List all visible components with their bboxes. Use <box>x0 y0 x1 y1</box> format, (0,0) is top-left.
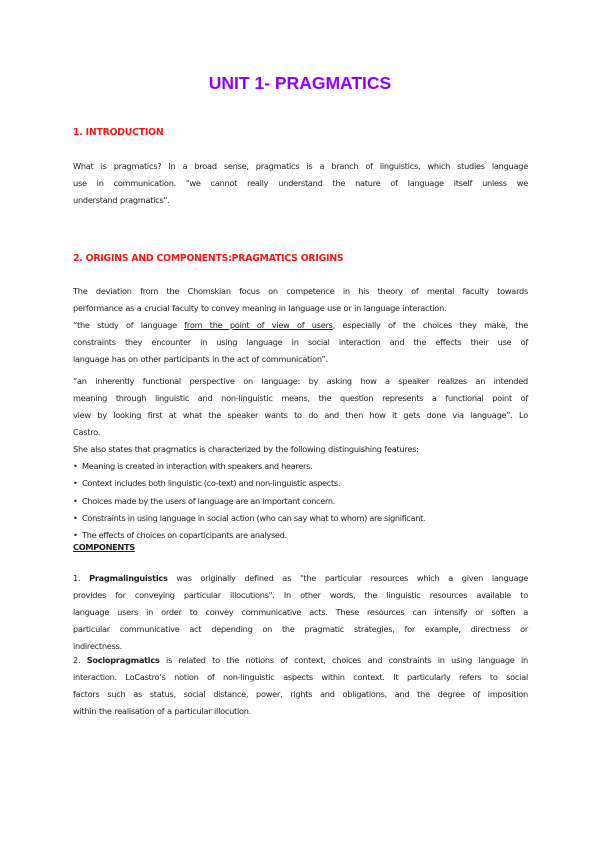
quote-start: “the study of language <box>73 320 185 330</box>
component-sociopragmatics <box>73 652 528 720</box>
text-line: meaning through linguistic and non-linguistic means, the question represents a functional point of <box>73 393 528 403</box>
origins-paragraph-3 <box>73 373 528 441</box>
text-line: The deviation from the Chomskian focus on competence in his theory of mental faculty towards <box>73 286 528 296</box>
heading-origins: 2. ORIGINS AND COMPONENTS:PRAGMATICS ORIGINS <box>73 253 344 264</box>
text-line: performance as a crucial faculty to convey meaning in language use or in language interaction. <box>73 303 447 313</box>
features-intro <box>73 441 528 458</box>
underlined-phrase: from the point of view of users <box>184 320 333 330</box>
text-line: constraints they encounter in using language in social interaction and the effects their use of <box>73 337 528 347</box>
text-line: “an inherently functional perspective on language: by asking how a speaker realizes an intended <box>73 376 528 386</box>
item-number: 1. <box>73 573 90 583</box>
introduction-paragraph <box>73 158 528 209</box>
text-line <box>73 652 528 669</box>
list-item <box>73 527 533 544</box>
text-line <box>73 317 528 334</box>
bullet-icon: • <box>73 478 78 489</box>
text-line: interaction. LoCastro’s notion of non-linguistic aspects within context. It particularly refers to social <box>73 672 528 682</box>
text-line: language has on other participants in the act of communication”. <box>73 354 328 364</box>
text-line: She also states that pragmatics is characterized by the following distinguishing features: <box>73 444 419 454</box>
list-item-text: The effects of choices on coparticipants are analysed. <box>82 530 287 541</box>
text-line: particular communicative act depending on the pragmatic strategies, for example, directness or <box>73 624 528 634</box>
list-item <box>73 475 533 492</box>
text-line: provides for conveying particular illocutions". In other words, the linguistic resources available to <box>73 590 528 600</box>
text-line: factors such as status, social distance, power, rights and obligations, and the degree of imposition <box>73 689 528 699</box>
term-definition: was originally defined as "the particular resources which a given language <box>167 573 528 583</box>
component-pragmalinguistics <box>73 570 528 655</box>
text-line: view by looking first at what the speaker wants to do and then how it gets done via language”. Lo <box>73 410 528 420</box>
heading-introduction: 1. INTRODUCTION <box>73 127 164 138</box>
text-line: language users in order to convey communicative acts. These resources can intensify or soften a <box>73 607 528 617</box>
text-line: indirectness. <box>73 641 122 651</box>
text-line: Castro. <box>73 427 101 437</box>
text-line: understand pragmatics". <box>73 195 170 205</box>
list-item-text: Context includes both linguistic (co-text) and non-linguistic aspects. <box>82 478 341 489</box>
term-bold: Pragmalinguistics <box>89 573 168 583</box>
text-line: within the realisation of a particular illocution. <box>73 706 252 716</box>
term-bold: Sociopragmatics <box>86 655 160 665</box>
heading-components: COMPONENTS <box>73 542 135 552</box>
document-title: UNIT 1- PRAGMATICS <box>208 73 392 93</box>
item-number: 2. <box>73 655 87 665</box>
origins-paragraph-2 <box>73 317 528 368</box>
text-line: use in communication. "we cannot really understand the nature of language itself unless we <box>73 178 528 188</box>
text-line <box>73 570 528 587</box>
list-item-text: Choices made by the users of language are an important concern. <box>82 495 336 506</box>
list-item <box>73 493 533 510</box>
bullet-icon: • <box>73 495 78 506</box>
features-list <box>73 458 533 544</box>
text-line: What is pragmatics? In a broad sense, pragmatics is a branch of linguistics, which studies language <box>73 161 528 171</box>
origins-paragraph-1 <box>73 283 528 317</box>
term-definition: is related to the notions of context, choices and constraints in using language in <box>159 655 528 665</box>
bullet-icon: • <box>73 512 78 523</box>
bullet-icon: • <box>73 530 78 541</box>
bullet-icon: • <box>73 461 78 471</box>
quote-continuation: , especially of the choices they make, the <box>332 320 528 330</box>
list-item <box>73 458 533 475</box>
list-item <box>73 510 533 527</box>
list-item-text: Meaning is created in interaction with speakers and hearers. <box>82 461 313 471</box>
list-item-text: Constraints in using language in social action (who can say what to whom) are significant. <box>82 512 426 523</box>
